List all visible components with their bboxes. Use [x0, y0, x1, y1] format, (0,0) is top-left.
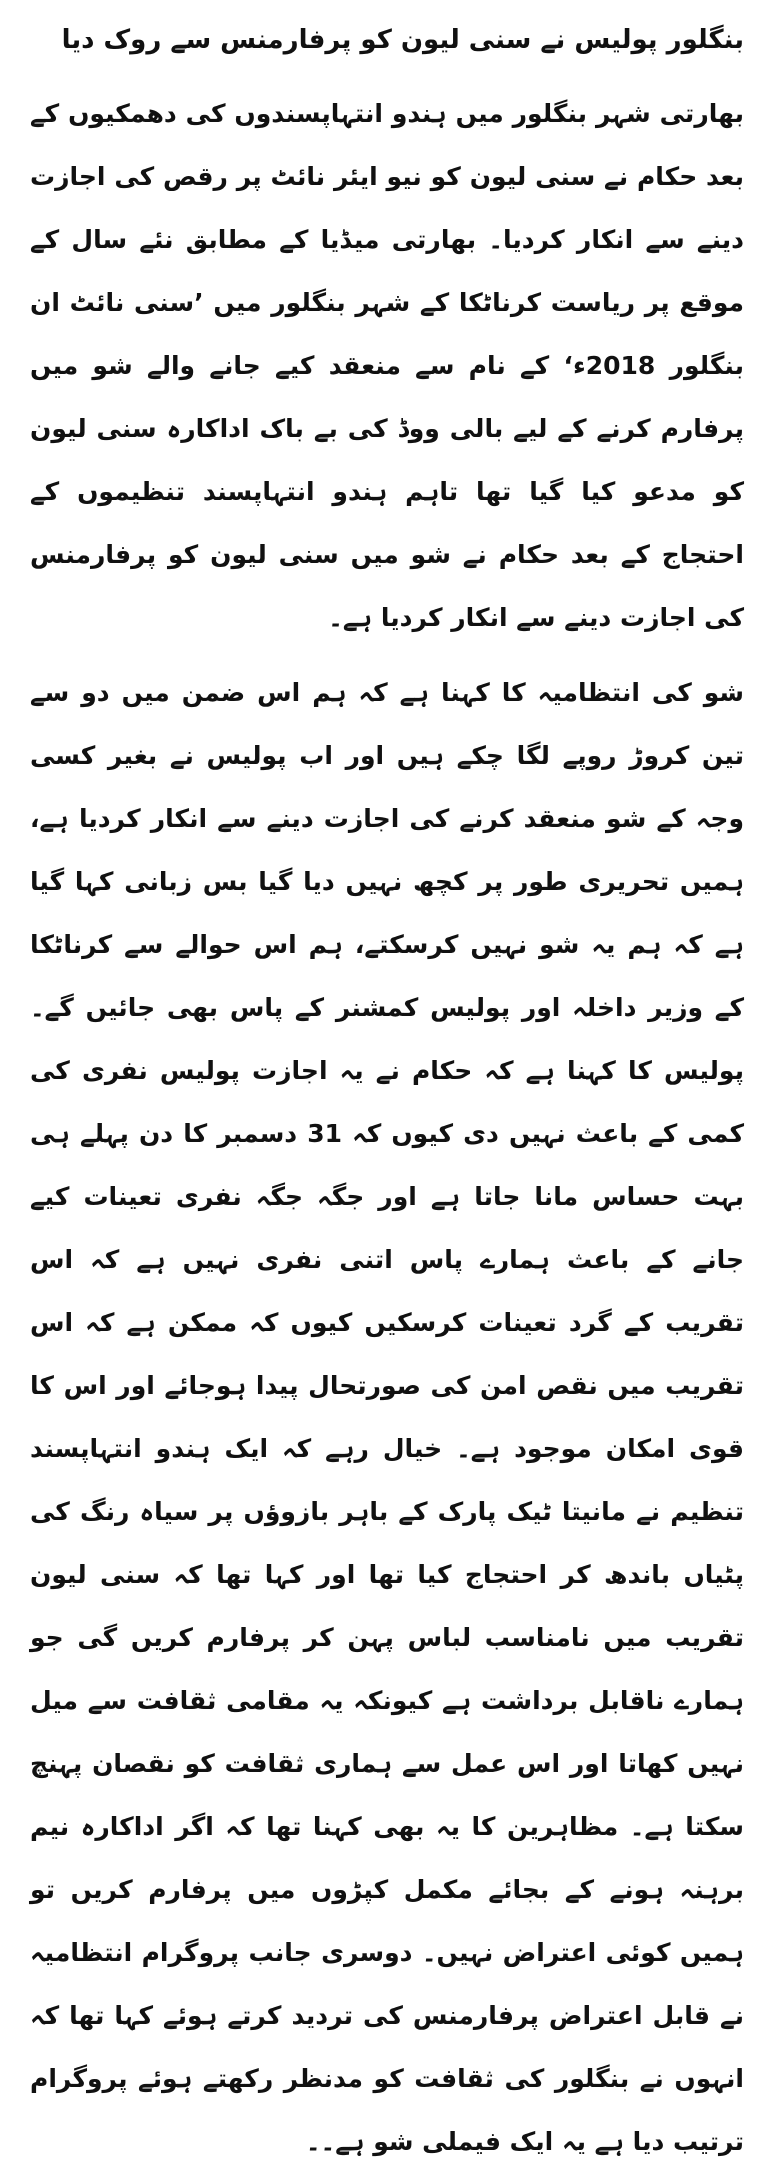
article-paragraph-1: بھارتی شہر بنگلور میں ہندو انتہاپسندوں کی دھمکیوں کے بعد حکام نے سنی لیون کو نیو ایئر نائٹ پر رقص کی اجازت دینے سے انکار کردیا۔ بھارتی میڈیا کے مطابق نئے سال کے موقع پر ریاست کرناٹکا کے شہر بنگلور میں ’سنی نائٹ ان بنگلور 2018ء‘ کے نام سے منعقد کیے جانے والے شو میں پرفارم کرنے کے لیے بالی ووڈ کی بے باک اداکارہ سنی لیون کو مدعو کیا گیا تھا تاہم ہندو انتہاپسند تنظیموں کے احتجاج کے بعد حکام نے شو میں سنی لیون کو پرفارمنس کی اجازت دینے سے انکار کردیا ہے۔ — [30, 99, 745, 632]
article-headline: بنگلور پولیس نے سنی لیون کو پرفارمنس سے روک دیا — [61, 25, 744, 55]
article-paragraph-2: شو کی انتظامیہ کا کہنا ہے کہ ہم اس ضمن میں دو سے تین کروڑ روپے لگا چکے ہیں اور اب پولیس نے بغیر کسی وجہ کے شو منعقد کرنے کی اجازت دینے سے انکار کردیا ہے، ہمیں تحریری طور پر کچھ نہیں دیا گیا بس زبانی کہا گیا ہے کہ ہم یہ شو نہیں کرسکتے، ہم اس حوالے سے کرناٹکا کے وزیر داخلہ اور پولیس کمشنر کے پاس بھی جائیں گے۔ پولیس کا کہنا ہے کہ حکام نے یہ اجازت پولیس نفری کی کمی کے باعث نہیں دی کیوں کہ 31 دسمبر کا دن پہلے ہی بہت حساس مانا جاتا ہے اور جگہ جگہ نفری تعینات کیے جانے کے باعث ہمارے پاس اتنی نفری نہیں ہے کہ اس تقریب کے گرد تعینات کرسکیں کیوں کہ ممکن ہے کہ اس تقریب میں نقص امن کی صورتحال پیدا ہوجائے اور اس کا قوی امکان موجود ہے۔ خیال رہے کہ ایک ہندو انتہاپسند تنظیم نے مانیتا ٹیک پارک کے باہر بازوؤں پر سیاہ رنگ کی پٹیاں باندھ کر احتجاج کیا تھا اور کہا تھا کہ سنی لیون تقریب میں نامناسب لباس پہن کر پرفارم کریں گی جو ہمارے ناقابل برداشت ہے کیونکہ یہ مقامی ثقافت سے میل نہیں کھاتا اور اس عمل سے ہماری ثقافت کو نقصان پہنچ سکتا ہے۔ مظاہرین کا یہ بھی کہنا تھا کہ اگر اداکارہ نیم برہنہ ہونے کے بجائے مکمل کپڑوں میں پرفارم کریں تو ہمیں کوئی اعتراض نہیں۔ دوسری جانب پروگرام انتظامیہ نے قابل اعتراض پرفارمنس کی تردید کرتے ہوئے کہا تھا کہ انہوں نے بنگلور کی ثقافت کو مدنظر رکھتے ہوئے پروگرام ترتیب دیا ہے یہ ایک فیملی شو ہے۔۔ — [30, 678, 744, 2156]
